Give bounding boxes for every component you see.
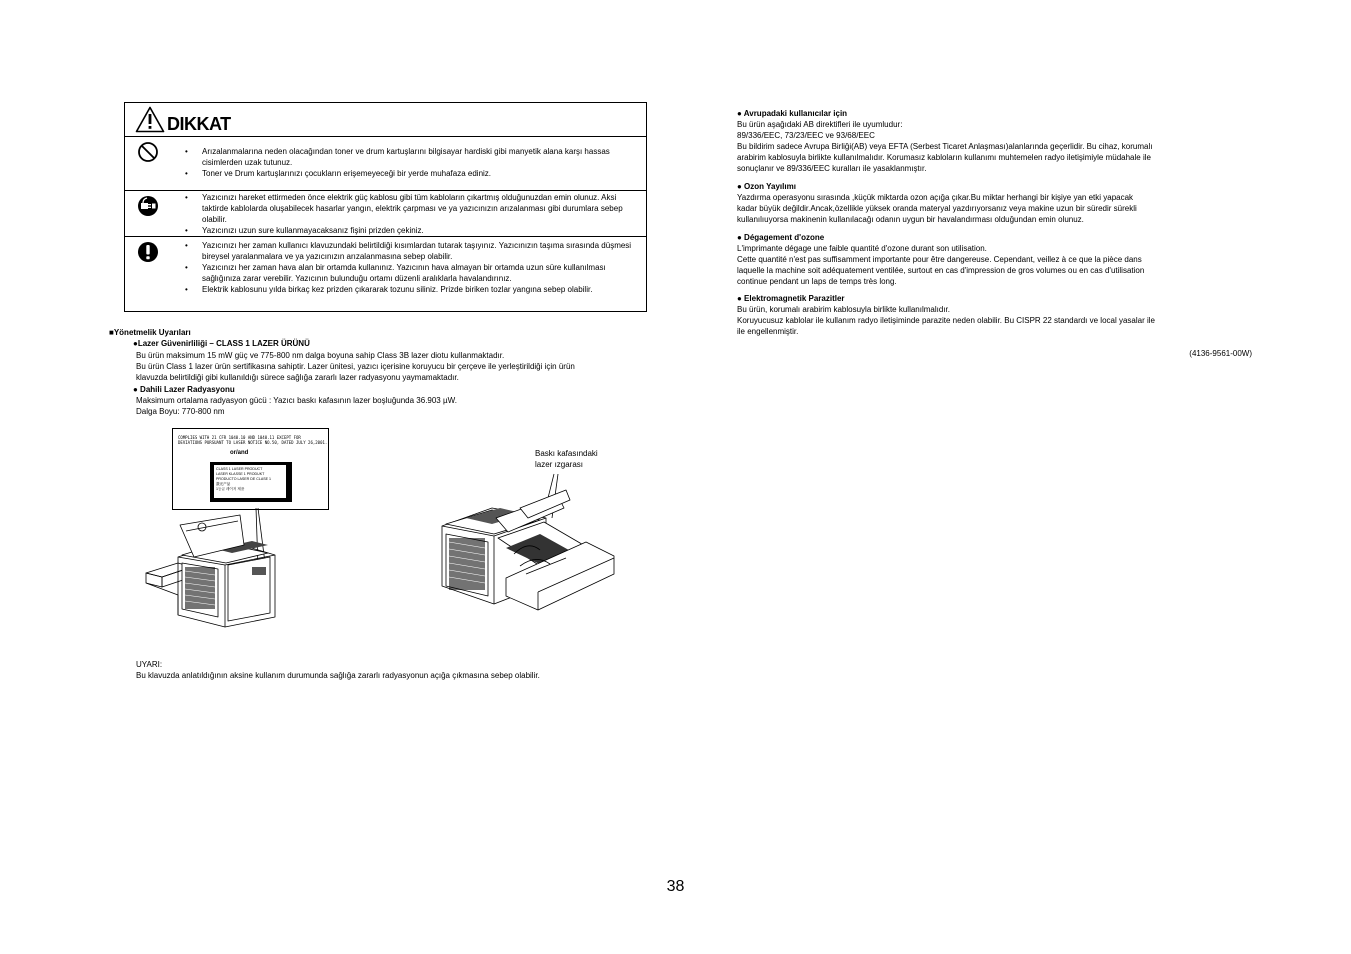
text-line: klavuzda belirtildiği gibi kullanıldığı sürece sağlığa zararlı lazer radyasyonu yaymamaktadır. [136,373,459,382]
printer-open-illustration [436,478,616,613]
regulatory-heading: ■Yönetmelik Uyarıları [109,328,191,337]
internal-radiation-heading: ● Dahili Lazer Radyasyonu [133,385,235,394]
page-number: 38 [666,878,685,895]
or-and-label: or/and [230,450,249,456]
caution-row-unplug [125,191,646,237]
caution-item: • Yazıcınızı her zaman kullanıcı klavuzundaki belirtildiği kısımlardan tutarak taşıyınız. Yazıcınızın taşıma sırasında düşmesi bireysel yaralanmalara ve ya yazıcınızın arızalanmasına sebep olabilir. [185,240,638,262]
text-line: Bu ürün Class 1 lazer ürün sertifikasına sahiptir. Lazer ünitesi, yazıcı içerisine koruyucu bir çerçeve ile yerleştirildiği için ürün [136,362,575,371]
text-line: ile engellenmiştir. [737,327,799,336]
text-line: COMPLIES WITH 21 CFR 1040.10 AND 1040.11 EXCEPT FOR [178,435,301,440]
warning-text: Bu klavuzda anlatıldığının aksine kullanım durumunda sağlığa zararlı radyasyonun açığa çıkmasına sebep olabilir. [136,671,540,680]
class1-label-text [214,465,286,498]
text-line: Bu ürün, korumalı arabirim kablosuyla birlikte kullanılmalıdır. [737,305,950,314]
caution-row-handling [125,237,646,313]
section-europe [737,108,1247,174]
text-line: Koruyucusuz kablolar ile kullanım radyo iletişiminde parazite neden olabilir. Bu CISPR 22 standardı ve local yasalar ile [737,316,1155,325]
text-line: Bu ürün maksimum 15 mW güç ve 775-800 nm dalga boyuna sahip Class 3B lazer diotu kullanmaktadır. [136,351,505,360]
text-line: Bu ürün aşağıdaki AB direktifleri ile uyumludur: [737,120,903,129]
text-line: Yazdırma operasyonu sırasında ,küçük miktarda ozon açığa çıkar.Bu miktar herhangi bir kişiye yan etki yapacak [737,193,1134,202]
section-heading: ● Dégagement d'ozone [737,233,825,242]
caution-list-unplug [185,192,638,236]
caution-item: • Arızalanmalarına neden olacağından toner ve drum kartuşlarını bilgisayar hardiski gibi manyetik alana karşı hassas cisimlerden uzak tutunuz. [185,146,638,168]
compliance-label-text [178,435,327,445]
text-line: DEVIATIONS PURSUANT TO LASER NOTICE NO.50, DATED JULY 26,2001. [178,440,328,445]
caution-title: DIKKAT [167,114,231,134]
text-line: Cette quantité n'est pas suffisamment importante pour être dangereuse. Cependant, veillez à ce que la pièce dans [737,255,1142,264]
caution-item: • Elektrik kablosunu yılda birkaç kez prizden çıkararak tozunu siliniz. Prizde biriken tozlar yangına sebep olabilir. [185,284,638,295]
caution-item: • Toner ve Drum kartuşlarınızı çocukların erişemeyeceği bir yerde muhafaza ediniz. [185,168,638,179]
prohibition-icon [137,141,159,163]
warning-triangle-icon [135,106,165,133]
section-ozone-fr [737,232,1247,287]
text-line: 1등급 레이저 제품 [216,487,245,491]
text-line: 89/336/EEC, 73/23/EEC ve 93/68/EEC [737,131,875,140]
section-heading: ● Ozon Yayılımı [737,182,796,191]
section-ozone [737,181,1247,225]
section-heading: ● Elektromagnetik Parazitler [737,294,845,303]
laser-safety-text [136,350,676,383]
class1-label-plate [210,462,292,502]
laser-label-callout [172,428,329,510]
text-line: 激光产品 [216,482,231,486]
text-line: kullanılıuyorsa makinenin kullanılacağı odanın uygun bir havalandırması olduğundan emin olunuz. [737,215,1084,224]
caution-item: • Yazıcınızı uzun sure kullanmayacaksanız fişini prizden çekiniz. [185,225,638,236]
section-heading: ● Avrupadaki kullanıcılar için [737,109,848,118]
text-line: L'imprimante dégage une faible quantité d'ozone durant son utilisation. [737,244,987,253]
caution-header [125,103,646,137]
text-line: PRODUCTO LASER DE CLASE 1 [216,477,272,481]
text-line: lazer ızgarası [535,460,584,469]
caution-item: • Yazıcınızı hareket ettirmeden önce elektrik güç kablosu gibi tüm kabloların çıkartmış olduğunuzdan emin olunuz. Aksi taktirde kablolarda oluşabilecek hasarlar yangın, elektrik çarpması ve ya yazıcınızın arızalanması gibi durumlara sebep olabilir. [185,192,638,225]
text-line: Baskı kafasındaki [535,449,598,458]
text-line: kadar büyük değildir.Ancak,özellikle yüksek oranda materyal yazdırıyorsanız veya makine uzun bir süredir sürekli [737,204,1137,213]
exclamation-icon [137,241,159,263]
caution-row-storage [125,136,646,191]
text-line: Maksimum ortalama radyasyon gücü : Yazıcı baskı kafasının lazer boşluğunda 36.903 µW. [136,396,457,405]
text-line: arabirim kablosuyla birlikte kullanılmalıdır. Korumasız kabloların kullanımı muhtemelen radyo iletişimiyle müdahale ile [737,153,1151,162]
internal-radiation-text [136,395,636,417]
document-code: (4136-9561-00W) [1189,349,1252,358]
section-emi [737,293,1247,337]
caution-list-storage [185,146,638,179]
text-line: LASER KLASSE 1 PRODUKT [216,472,265,476]
text-line: Dalga Boyu: 770-800 nm [136,407,225,416]
laser-safety-heading: ●Lazer Güvenirliliği – CLASS 1 LAZER ÜRÜNÜ [133,339,310,348]
unplug-icon [137,195,159,217]
caution-list-handling [185,240,638,295]
text-line: laquelle la machine soit adéquatement ventilée, surtout en cas d'impression de gros volumes ou en cas d'utilisation [737,266,1145,275]
text-line: continue pendant un laps de temps très long. [737,277,897,286]
caution-box [124,102,647,312]
warning-title: UYARI: [136,660,163,669]
text-line: Bu bildirim sadece Avrupa Birliği(AB) veya EFTA (Serbest Ticaret Anlaşması)alanlarında geçerlidir. Bu cihaz, korumalı [737,142,1153,151]
printer-rear-illustration [140,505,300,630]
laser-grid-callout-text [535,448,598,470]
caution-item: • Yazıcınızı her zaman hava alan bir ortamda kullanınız. Yazıcının hava almayan bir ortamda uzun süre kullanılması sağlığınıza zarar verebilir. Yazıcının bulunduğu ortamı düzenli aralıklarla havalandırınız. [185,262,638,284]
text-line: CLASS 1 LASER PRODUCT [216,467,263,471]
text-line: sonuçlanır ve 89/336/EEC kuralları ile yasaklanmıştır. [737,164,927,173]
